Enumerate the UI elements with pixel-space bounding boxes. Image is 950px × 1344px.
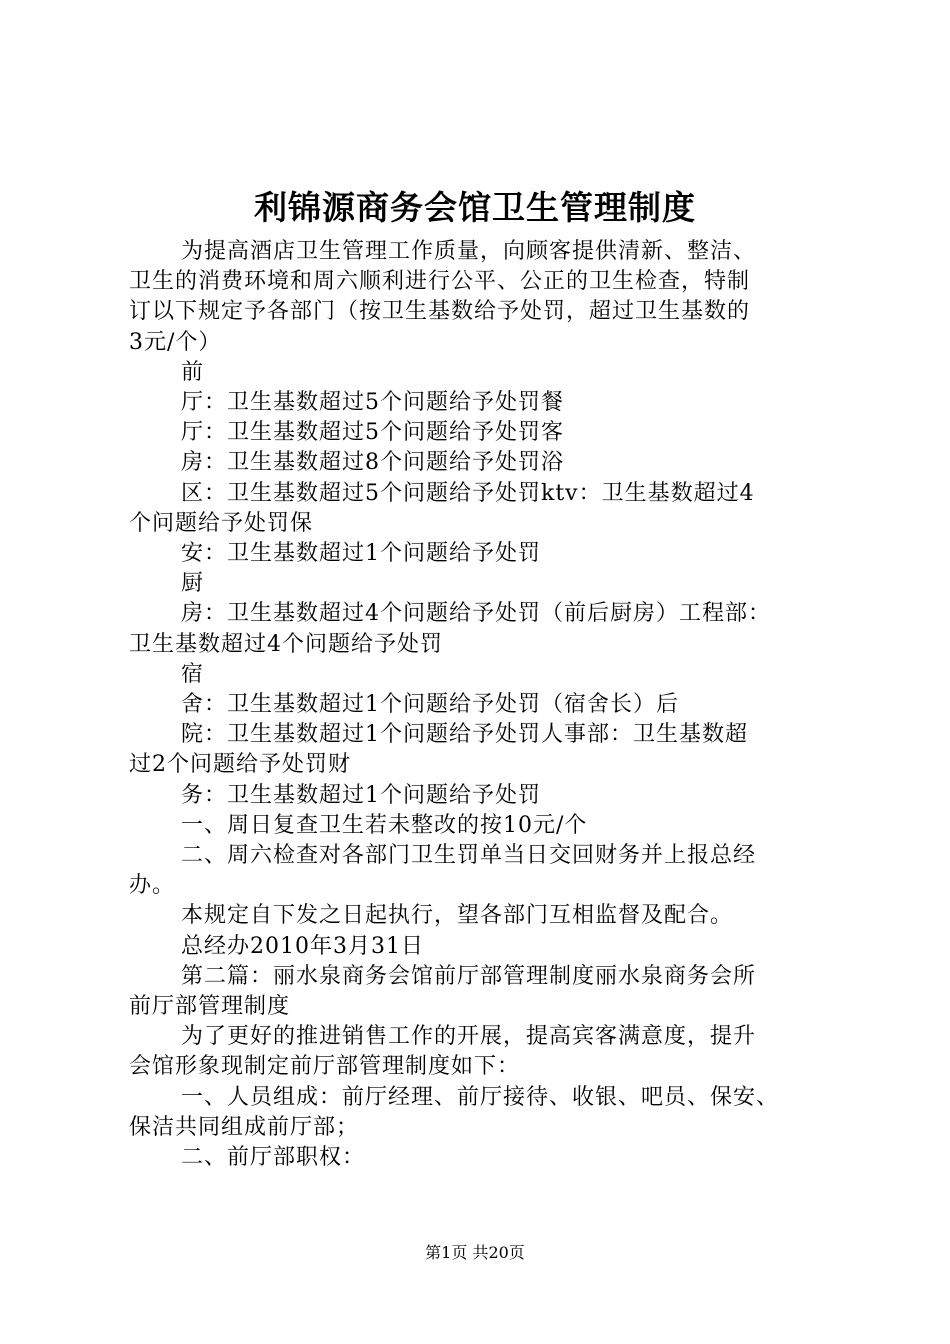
body-line: 房：卫生基数超过8个问题给予处罚浴 — [181, 450, 564, 476]
body-line: 订以下规定予各部门（按卫生基数给予处罚，超过卫生基数的 — [129, 299, 751, 325]
body-line: 过2个问题给予处罚财 — [129, 752, 351, 778]
body-line: 二、周六检查对各部门卫生罚单当日交回财务并上报总经 — [181, 843, 757, 869]
document-body — [129, 237, 839, 1173]
body-line: 为提高酒店卫生管理工作质量，向顾客提供清新、整洁、 — [181, 239, 757, 264]
body-line: 卫生基数超过4个问题给予处罚 — [129, 631, 443, 657]
body-line: 一、人员组成：前厅经理、前厅接待、收银、吧员、保安、 — [181, 1084, 780, 1110]
body-line: 前 — [181, 359, 205, 385]
body-line: 舍：卫生基数超过1个问题给予处罚（宿舍长）后 — [181, 692, 679, 718]
body-line: 房：卫生基数超过4个问题给予处罚（前后厨房）工程部： — [181, 601, 771, 627]
body-line: 二、前厅部职权： — [181, 1145, 366, 1171]
body-line: 一、周日复查卫生若未整改的按10元/个 — [181, 812, 588, 838]
body-line: 为了更好的推进销售工作的开展，提高宾客满意度，提升 — [181, 1024, 757, 1050]
body-line: 宿 — [181, 661, 205, 687]
body-line: 本规定自下发之日起执行，望各部门互相监督及配合。 — [181, 903, 734, 929]
body-line: 卫生的消费环境和周六顺利进行公平、公正的卫生检查，特制 — [129, 269, 751, 295]
body-line: 保洁共同组成前厅部； — [129, 1114, 360, 1140]
body-line: 厨 — [181, 571, 205, 597]
body-line: 厅：卫生基数超过5个问题给予处罚客 — [181, 420, 564, 446]
body-line: 务：卫生基数超过1个问题给予处罚 — [181, 782, 541, 808]
body-line: 总经办2010年3月31日 — [181, 933, 424, 959]
body-line: 前厅部管理制度 — [129, 994, 291, 1020]
body-line: 院：卫生基数超过1个问题给予处罚人事部：卫生基数超 — [181, 722, 748, 748]
page-footer: 第1页 共20页 — [425, 1243, 525, 1262]
body-line: 安：卫生基数超过1个问题给予处罚 — [181, 541, 541, 567]
body-line: 厅：卫生基数超过5个问题给予处罚餐 — [181, 390, 564, 416]
document-title: 利锦源商务会馆卫生管理制度 — [254, 188, 696, 227]
body-line: 办。 — [129, 873, 176, 899]
body-line: 第二篇：丽水泉商务会馆前厅部管理制度丽水泉商务会所 — [181, 963, 757, 989]
body-line: 个问题给予处罚保 — [129, 510, 314, 536]
body-line: 区：卫生基数超过5个问题给予处罚ktv：卫生基数超过4 — [181, 480, 755, 506]
body-line: 3元/个） — [129, 329, 222, 355]
body-line: 会馆形象现制定前厅部管理制度如下： — [129, 1054, 521, 1080]
